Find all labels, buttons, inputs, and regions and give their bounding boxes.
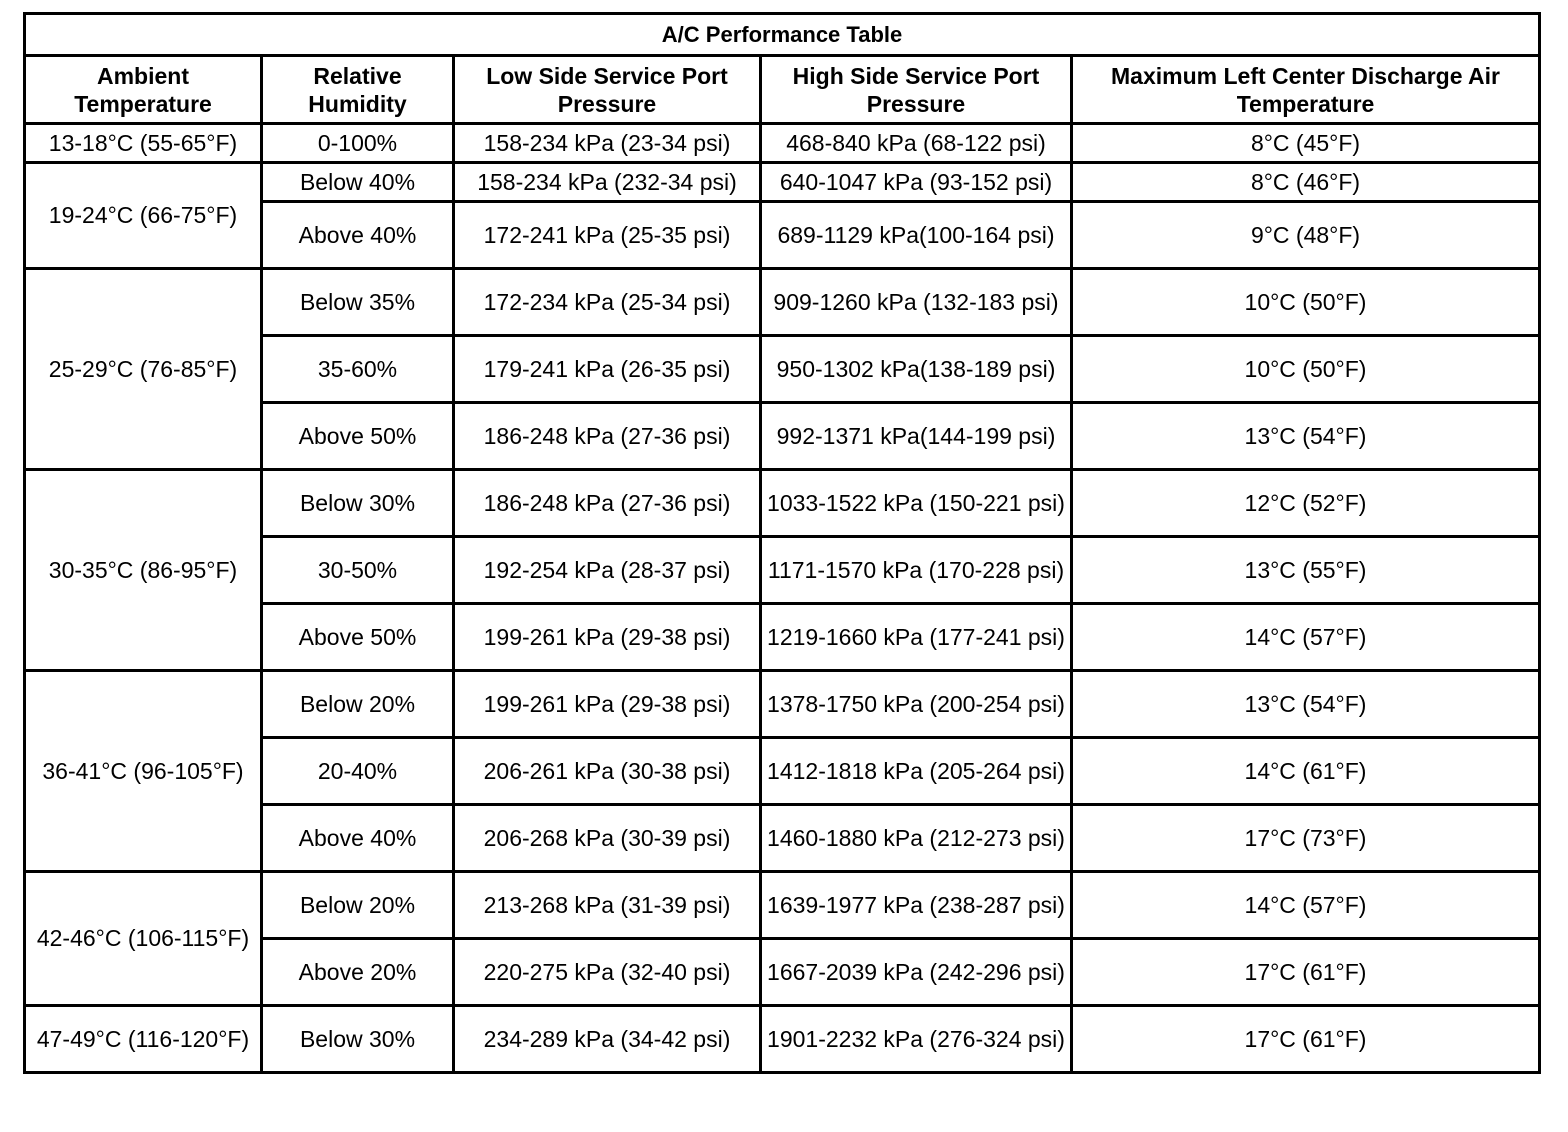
ambient-temperature-cell: 25-29°C (76-85°F)	[25, 269, 262, 470]
high-side-cell: 1667-2039 kPa (242-296 psi)	[761, 939, 1072, 1006]
humidity-cell: 0-100%	[262, 124, 454, 163]
low-side-cell: 206-261 kPa (30-38 psi)	[454, 738, 761, 805]
high-side-cell: 468-840 kPa (68-122 psi)	[761, 124, 1072, 163]
discharge-cell: 17°C (61°F)	[1072, 939, 1540, 1006]
humidity-cell: 35-60%	[262, 336, 454, 403]
discharge-cell: 14°C (61°F)	[1072, 738, 1540, 805]
discharge-cell: 9°C (48°F)	[1072, 202, 1540, 269]
ambient-temperature-cell: 47-49°C (116-120°F)	[25, 1006, 262, 1073]
high-side-cell: 1901-2232 kPa (276-324 psi)	[761, 1006, 1072, 1073]
humidity-cell: Below 40%	[262, 163, 454, 202]
table-row	[25, 269, 1540, 336]
header-low-side-pressure: Low Side Service Port Pressure	[454, 56, 761, 124]
humidity-cell: Below 30%	[262, 470, 454, 537]
low-side-cell: 213-268 kPa (31-39 psi)	[454, 872, 761, 939]
discharge-cell: 13°C (54°F)	[1072, 671, 1540, 738]
low-side-cell: 179-241 kPa (26-35 psi)	[454, 336, 761, 403]
humidity-cell: Above 20%	[262, 939, 454, 1006]
humidity-cell: Below 20%	[262, 872, 454, 939]
low-side-cell: 186-248 kPa (27-36 psi)	[454, 470, 761, 537]
low-side-cell: 158-234 kPa (232-34 psi)	[454, 163, 761, 202]
table-row	[25, 470, 1540, 537]
discharge-cell: 17°C (61°F)	[1072, 1006, 1540, 1073]
discharge-cell: 17°C (73°F)	[1072, 805, 1540, 872]
low-side-cell: 158-234 kPa (23-34 psi)	[454, 124, 761, 163]
low-side-cell: 192-254 kPa (28-37 psi)	[454, 537, 761, 604]
high-side-cell: 689-1129 kPa(100-164 psi)	[761, 202, 1072, 269]
ambient-temperature-cell: 42-46°C (106-115°F)	[25, 872, 262, 1006]
humidity-cell: Above 40%	[262, 202, 454, 269]
table-row	[25, 1006, 1540, 1073]
table-row	[25, 872, 1540, 939]
high-side-cell: 1460-1880 kPa (212-273 psi)	[761, 805, 1072, 872]
discharge-cell: 12°C (52°F)	[1072, 470, 1540, 537]
high-side-cell: 1033-1522 kPa (150-221 psi)	[761, 470, 1072, 537]
humidity-cell: Below 20%	[262, 671, 454, 738]
high-side-cell: 640-1047 kPa (93-152 psi)	[761, 163, 1072, 202]
high-side-cell: 992-1371 kPa(144-199 psi)	[761, 403, 1072, 470]
high-side-cell: 1639-1977 kPa (238-287 psi)	[761, 872, 1072, 939]
table-title: A/C Performance Table	[25, 14, 1540, 56]
table-row	[25, 671, 1540, 738]
ambient-temperature-cell: 30-35°C (86-95°F)	[25, 470, 262, 671]
ambient-temperature-cell: 13-18°C (55-65°F)	[25, 124, 262, 163]
humidity-cell: Above 40%	[262, 805, 454, 872]
discharge-cell: 8°C (46°F)	[1072, 163, 1540, 202]
humidity-cell: Below 35%	[262, 269, 454, 336]
high-side-cell: 1219-1660 kPa (177-241 psi)	[761, 604, 1072, 671]
humidity-cell: Above 50%	[262, 403, 454, 470]
high-side-cell: 1378-1750 kPa (200-254 psi)	[761, 671, 1072, 738]
low-side-cell: 234-289 kPa (34-42 psi)	[454, 1006, 761, 1073]
low-side-cell: 206-268 kPa (30-39 psi)	[454, 805, 761, 872]
low-side-cell: 172-241 kPa (25-35 psi)	[454, 202, 761, 269]
header-discharge-air-temperature: Maximum Left Center Discharge Air Temperature	[1072, 56, 1540, 124]
discharge-cell: 8°C (45°F)	[1072, 124, 1540, 163]
humidity-cell: Below 30%	[262, 1006, 454, 1073]
ambient-temperature-cell: 19-24°C (66-75°F)	[25, 163, 262, 269]
high-side-cell: 909-1260 kPa (132-183 psi)	[761, 269, 1072, 336]
discharge-cell: 10°C (50°F)	[1072, 336, 1540, 403]
high-side-cell: 950-1302 kPa(138-189 psi)	[761, 336, 1072, 403]
discharge-cell: 14°C (57°F)	[1072, 872, 1540, 939]
header-high-side-pressure: High Side Service Port Pressure	[761, 56, 1072, 124]
header-ambient-temperature: Ambient Temperature	[25, 56, 262, 124]
high-side-cell: 1171-1570 kPa (170-228 psi)	[761, 537, 1072, 604]
low-side-cell: 220-275 kPa (32-40 psi)	[454, 939, 761, 1006]
humidity-cell: 30-50%	[262, 537, 454, 604]
discharge-cell: 14°C (57°F)	[1072, 604, 1540, 671]
ac-performance-table	[23, 12, 1541, 1074]
low-side-cell: 199-261 kPa (29-38 psi)	[454, 604, 761, 671]
humidity-cell: 20-40%	[262, 738, 454, 805]
low-side-cell: 199-261 kPa (29-38 psi)	[454, 671, 761, 738]
humidity-cell: Above 50%	[262, 604, 454, 671]
high-side-cell: 1412-1818 kPa (205-264 psi)	[761, 738, 1072, 805]
discharge-cell: 10°C (50°F)	[1072, 269, 1540, 336]
table-row	[25, 124, 1540, 163]
header-relative-humidity: Relative Humidity	[262, 56, 454, 124]
low-side-cell: 172-234 kPa (25-34 psi)	[454, 269, 761, 336]
discharge-cell: 13°C (54°F)	[1072, 403, 1540, 470]
ambient-temperature-cell: 36-41°C (96-105°F)	[25, 671, 262, 872]
table-row	[25, 163, 1540, 202]
discharge-cell: 13°C (55°F)	[1072, 537, 1540, 604]
low-side-cell: 186-248 kPa (27-36 psi)	[454, 403, 761, 470]
